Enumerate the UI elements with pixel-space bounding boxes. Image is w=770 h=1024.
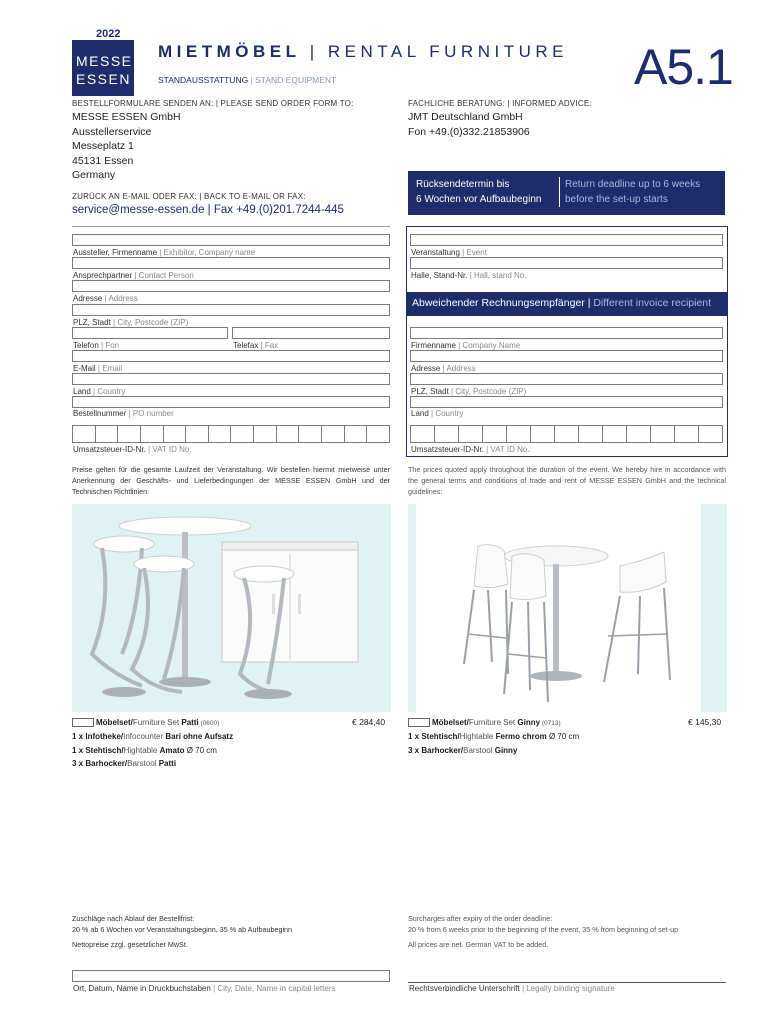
furniture-set-patti-image [72,504,391,712]
phone-label: Telefon | Fon [73,341,120,350]
event-input[interactable] [410,234,723,246]
recipient-address-input[interactable] [410,350,723,362]
recipient-country-label: Land | Country [411,409,464,418]
recipient-separator: | [584,297,594,309]
address-label: Adresse | Address [73,294,138,303]
deadline-de-1: Rücksendetermin bis [416,179,510,190]
title-en: RENTAL FURNITURE [327,42,568,61]
company-name-label: Aussteller, Firmenname | Exhibitor, Company name [73,248,256,257]
address-line: 45131 Essen [72,154,134,167]
product-ginny-checkbox[interactable] [408,718,430,727]
vat-id-input[interactable] [72,425,390,443]
hall-stand-input[interactable] [410,257,723,269]
recipient-de: Abweichender Rechnungsempfänger [412,297,585,309]
place-date-name-input[interactable] [72,970,390,982]
address-input[interactable] [72,280,390,292]
deadline-en [559,177,700,207]
surcharges-de [72,913,292,950]
recipient-address-label: Adresse | Address [411,364,476,373]
signature-label: Rechtsverbindliche Unterschrift | Legally binding signature [409,984,615,993]
contact-person-input[interactable] [72,257,390,269]
surcharge-title: Zuschläge nach Ablauf der Bestellfrist: [72,914,195,923]
logo-line-2: ESSEN [76,71,131,87]
address-line: Germany [72,169,116,181]
page-subtitle [158,75,336,85]
event-label: Veranstaltung | Event [411,248,487,257]
recipient-vat-id-input[interactable] [410,425,723,443]
terms-de: Preise gelten für die gesamte Laufzeit der Veranstaltung. Wir bestellen hiermit mietweise unter Anerkennung der Geschäfts- und Lieferbedingungen der MESSE ESSEN GmbH und der Technischen Richtlinien: [72,465,390,496]
city-postcode-label: PLZ, Stadt | City, Postcode (ZIP) [73,318,189,327]
advice-caption: FACHLICHE BERATUNG: | INFORMED ADVICE: [408,99,592,108]
back-contact: service@messe-essen.de | Fax +49.(0)201.7244-445 [72,204,344,216]
list-item: 3 x Barhocker/Barstool Ginny [408,745,518,755]
messe-essen-logo [72,40,134,96]
deadline-en-2: before the set-up starts [565,194,668,205]
list-item: 3 x Barhocker/Barstool Patti [72,759,177,768]
logo-year: 2022 [96,28,121,40]
logo-line-1: MESSE [76,53,133,69]
product-ginny-price: € 145,30 [688,717,722,727]
company-name-input[interactable] [72,234,390,246]
form-code: A5.1 [634,39,733,95]
deadline-banner [408,171,725,215]
advice-contact [408,110,530,139]
terms-en: The prices quoted apply throughout the duration of the event. We hereby hire in accordance with the general terms and conditions of trade and rent of MESSE ESSEN GmbH and the technical guidelines: [408,465,726,496]
recipient-company-label: Firmenname | Company Name [411,341,521,350]
surcharges-en [408,913,678,950]
address-line: Ausstellerservice [72,125,152,138]
recipient-company-input[interactable] [410,327,723,339]
net-note: All prices are net. German VAT to be added. [408,940,549,949]
vat-id-label: Umsatzsteuer-ID-Nr. | VAT ID No. [73,445,192,454]
fax-label: Telefax | Fax [233,341,279,350]
advice-line: Fon +49.(0)332.21853906 [408,125,530,138]
product-ginny-lines [408,730,579,757]
product-ginny-title: Möbelset/Furniture Set Ginny (0713) [408,716,561,731]
country-label: Land | Country [73,387,126,396]
subtitle-en: | STAND EQUIPMENT [248,75,337,85]
fax-input[interactable] [232,327,390,339]
surcharge-title: Surcharges after expiry of the order deadline: [408,914,553,923]
back-caption: ZURÜCK AN E-MAIL ODER FAX: | BACK TO E-MAIL OR FAX: [72,192,306,201]
po-number-label: Bestellnummer | PO number [73,409,174,418]
surcharge-line: 20 % from 6 weeks prior to the beginning of the event, 35 % from beginning of set-up [408,925,679,934]
country-input[interactable] [72,373,390,385]
place-date-name-label: Ort, Datum, Name in Druckbuchstaben | City, Date, Name in capital letters [73,984,336,993]
email-label: E-Mail | Email [73,364,123,373]
contact-person-label: Ansprechpartner | Contact Person [73,271,194,280]
list-item: 1 x Stehtisch/Hightable Fermo chrom Ø 70 cm [408,732,580,741]
city-postcode-input[interactable] [72,304,390,316]
product-patti-price: € 284,40 [352,717,386,727]
deadline-de-2: 6 Wochen vor Aufbaubeginn [416,194,542,205]
title-de: MIETMÖBEL [158,42,301,61]
recipient-city-label: PLZ, Stadt | City, Postcode (ZIP) [411,387,527,396]
list-item: 1 x Stehtisch/Hightable Amato Ø 70 cm [72,745,217,755]
phone-input[interactable] [72,327,228,339]
signature-line[interactable] [408,982,726,983]
list-item: 1 x Infotheke/Infocounter Bari ohne Aufsatz [72,732,234,741]
recipient-country-input[interactable] [410,396,723,408]
recipient-en: Different invoice recipient [593,297,712,309]
net-note: Nettopreise zzgl. gesetzlicher MwSt. [72,940,188,949]
advice-line: JMT Deutschland GmbH [408,111,523,123]
subtitle-de: STANDAUSSTATTUNG [158,75,249,85]
send-to-address [72,110,181,183]
recipient-vat-id-label: Umsatzsteuer-ID-Nr. | VAT ID No. [411,445,530,454]
divider [72,226,390,227]
po-number-input[interactable] [72,396,390,408]
send-to-caption: BESTELLFORMULARE SENDEN AN: | PLEASE SEND ORDER FORM TO: [72,99,354,108]
product-patti-checkbox[interactable] [72,718,94,727]
address-line: Messeplatz 1 [72,140,134,152]
invoice-recipient-header [406,292,728,316]
furniture-set-ginny-image [408,504,727,712]
email-input[interactable] [72,350,390,362]
address-line: MESSE ESSEN GmbH [72,111,181,123]
recipient-city-input[interactable] [410,373,723,385]
deadline-en-1: Return deadline up to 6 weeks [565,179,701,190]
page-title [158,42,568,62]
surcharge-line: 20 % ab 6 Wochen vor Veranstaltungsbeginn, 35 % ab Aufbaubeginn [72,925,293,934]
title-separator: | [300,42,328,61]
product-patti-lines [72,730,233,771]
product-patti-title: Möbelset/Furniture Set Patti (0600) [72,716,219,731]
hall-stand-label: Halle, Stand-Nr. | Hall, stand No. [411,271,527,280]
